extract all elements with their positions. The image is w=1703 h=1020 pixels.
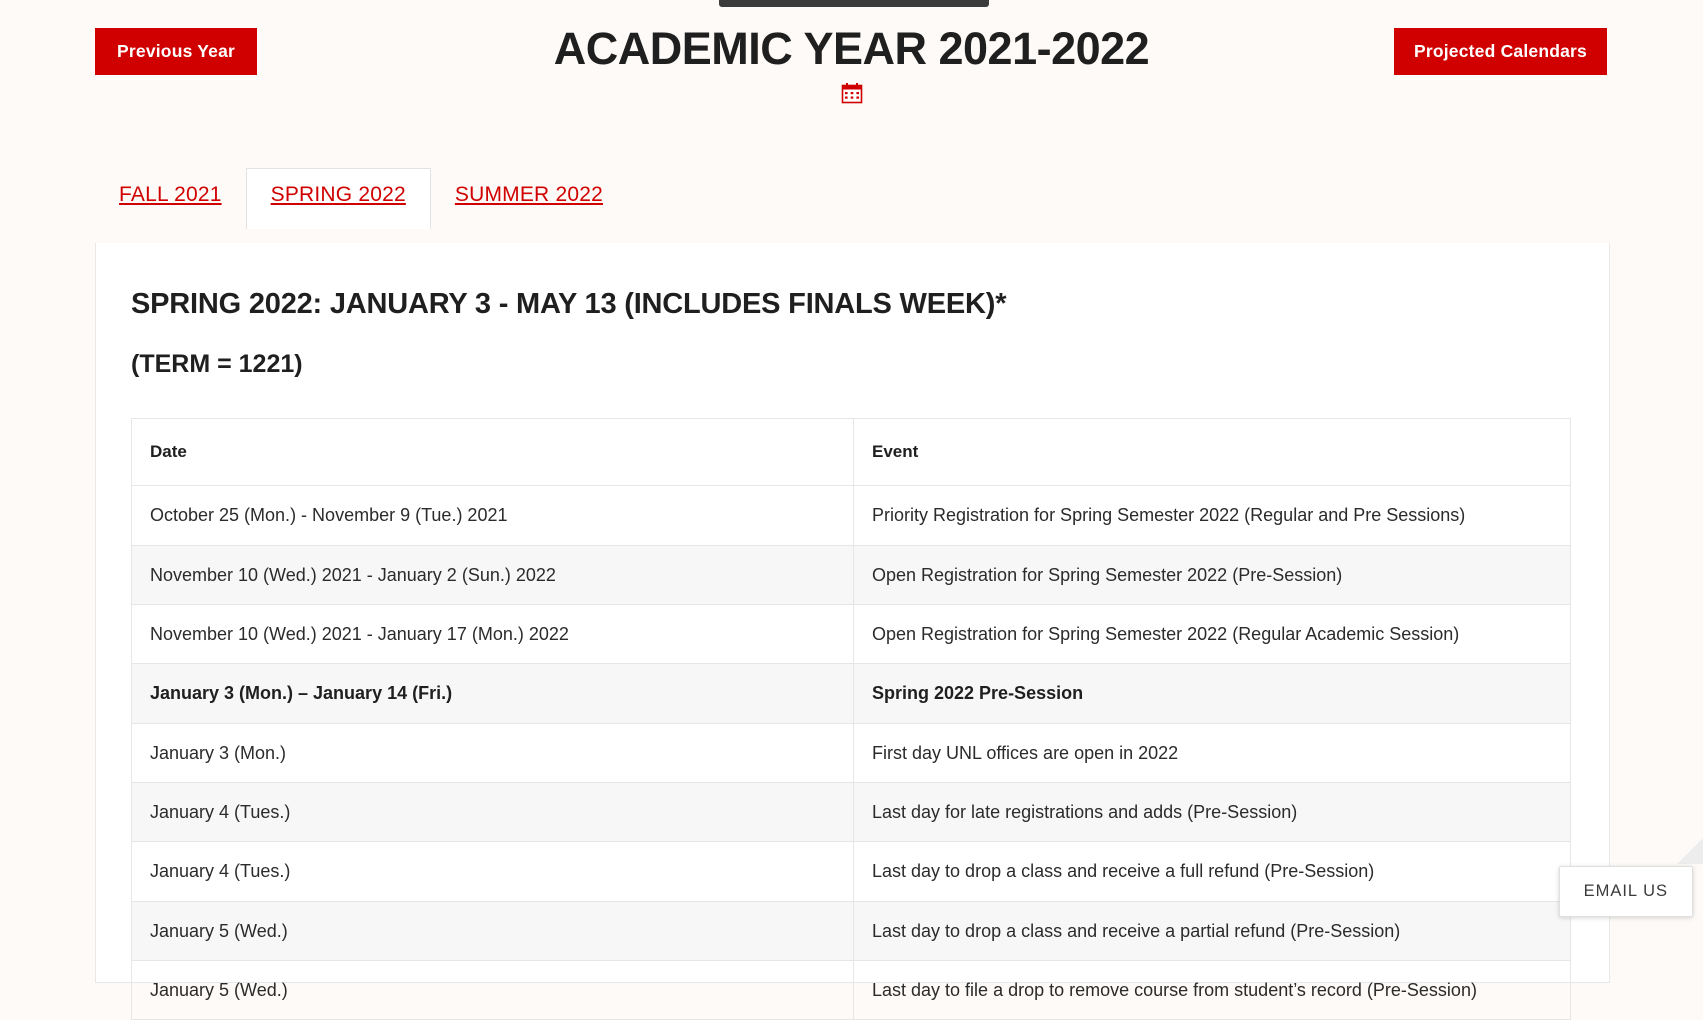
table-row [132, 486, 1571, 545]
previous-year-button[interactable]: Previous Year [95, 28, 257, 75]
cell-date: October 25 (Mon.) - November 9 (Tue.) 2021 [132, 486, 854, 545]
cell-event: Priority Registration for Spring Semester 2022 (Regular and Pre Sessions) [854, 486, 1571, 545]
table-row [132, 723, 1571, 782]
tab-summer-2022[interactable]: SUMMER 2022 [431, 169, 627, 229]
tab-spring-2022[interactable]: SPRING 2022 [246, 168, 431, 229]
table-row [132, 782, 1571, 841]
cell-event: Last day to drop a class and receive a partial refund (Pre-Session) [854, 901, 1571, 960]
table-row [132, 842, 1571, 901]
tab-panel-spring-2022 [95, 243, 1610, 983]
table-row [132, 901, 1571, 960]
page-title: ACADEMIC YEAR 2021-2022 [0, 22, 1703, 76]
panel-heading: SPRING 2022: JANUARY 3 - MAY 13 (INCLUDES FINALS WEEK)* [131, 283, 1574, 327]
table-header-row [132, 418, 1571, 486]
cell-event: Last day to drop a class and receive a full refund (Pre-Session) [854, 842, 1571, 901]
calendar-tabs [95, 168, 627, 229]
cell-date: January 4 (Tues.) [132, 782, 854, 841]
browser-notch [719, 0, 989, 7]
table-row [132, 960, 1571, 1019]
cell-date: November 10 (Wed.) 2021 - January 2 (Sun.) 2022 [132, 545, 854, 604]
calendar-icon [0, 82, 1703, 108]
cell-event: Spring 2022 Pre-Session [854, 664, 1571, 723]
cell-event: Open Registration for Spring Semester 2022 (Pre-Session) [854, 545, 1571, 604]
table-row [132, 664, 1571, 723]
cell-date: January 3 (Mon.) – January 14 (Fri.) [132, 664, 854, 723]
cell-date: January 5 (Wed.) [132, 901, 854, 960]
academic-calendar-table [131, 418, 1571, 1020]
cell-event: Last day to file a drop to remove course from student’s record (Pre-Session) [854, 960, 1571, 1019]
column-header-event: Event [854, 418, 1571, 486]
cell-date: January 3 (Mon.) [132, 723, 854, 782]
tab-fall-2021[interactable]: FALL 2021 [95, 169, 246, 229]
email-us-button[interactable]: EMAIL US [1559, 866, 1693, 917]
cell-event: Last day for late registrations and adds (Pre-Session) [854, 782, 1571, 841]
cell-date: January 4 (Tues.) [132, 842, 854, 901]
cell-event: First day UNL offices are open in 2022 [854, 723, 1571, 782]
table-body [132, 486, 1571, 1020]
panel-subheading: (TERM = 1221) [131, 347, 1574, 382]
cell-date: January 5 (Wed.) [132, 960, 854, 1019]
projected-calendars-button[interactable]: Projected Calendars [1394, 28, 1607, 75]
page-corner-fold [1677, 838, 1703, 864]
table-row [132, 605, 1571, 664]
cell-event: Open Registration for Spring Semester 2022 (Regular Academic Session) [854, 605, 1571, 664]
column-header-date: Date [132, 418, 854, 486]
cell-date: November 10 (Wed.) 2021 - January 17 (Mon.) 2022 [132, 605, 854, 664]
table-row [132, 545, 1571, 604]
